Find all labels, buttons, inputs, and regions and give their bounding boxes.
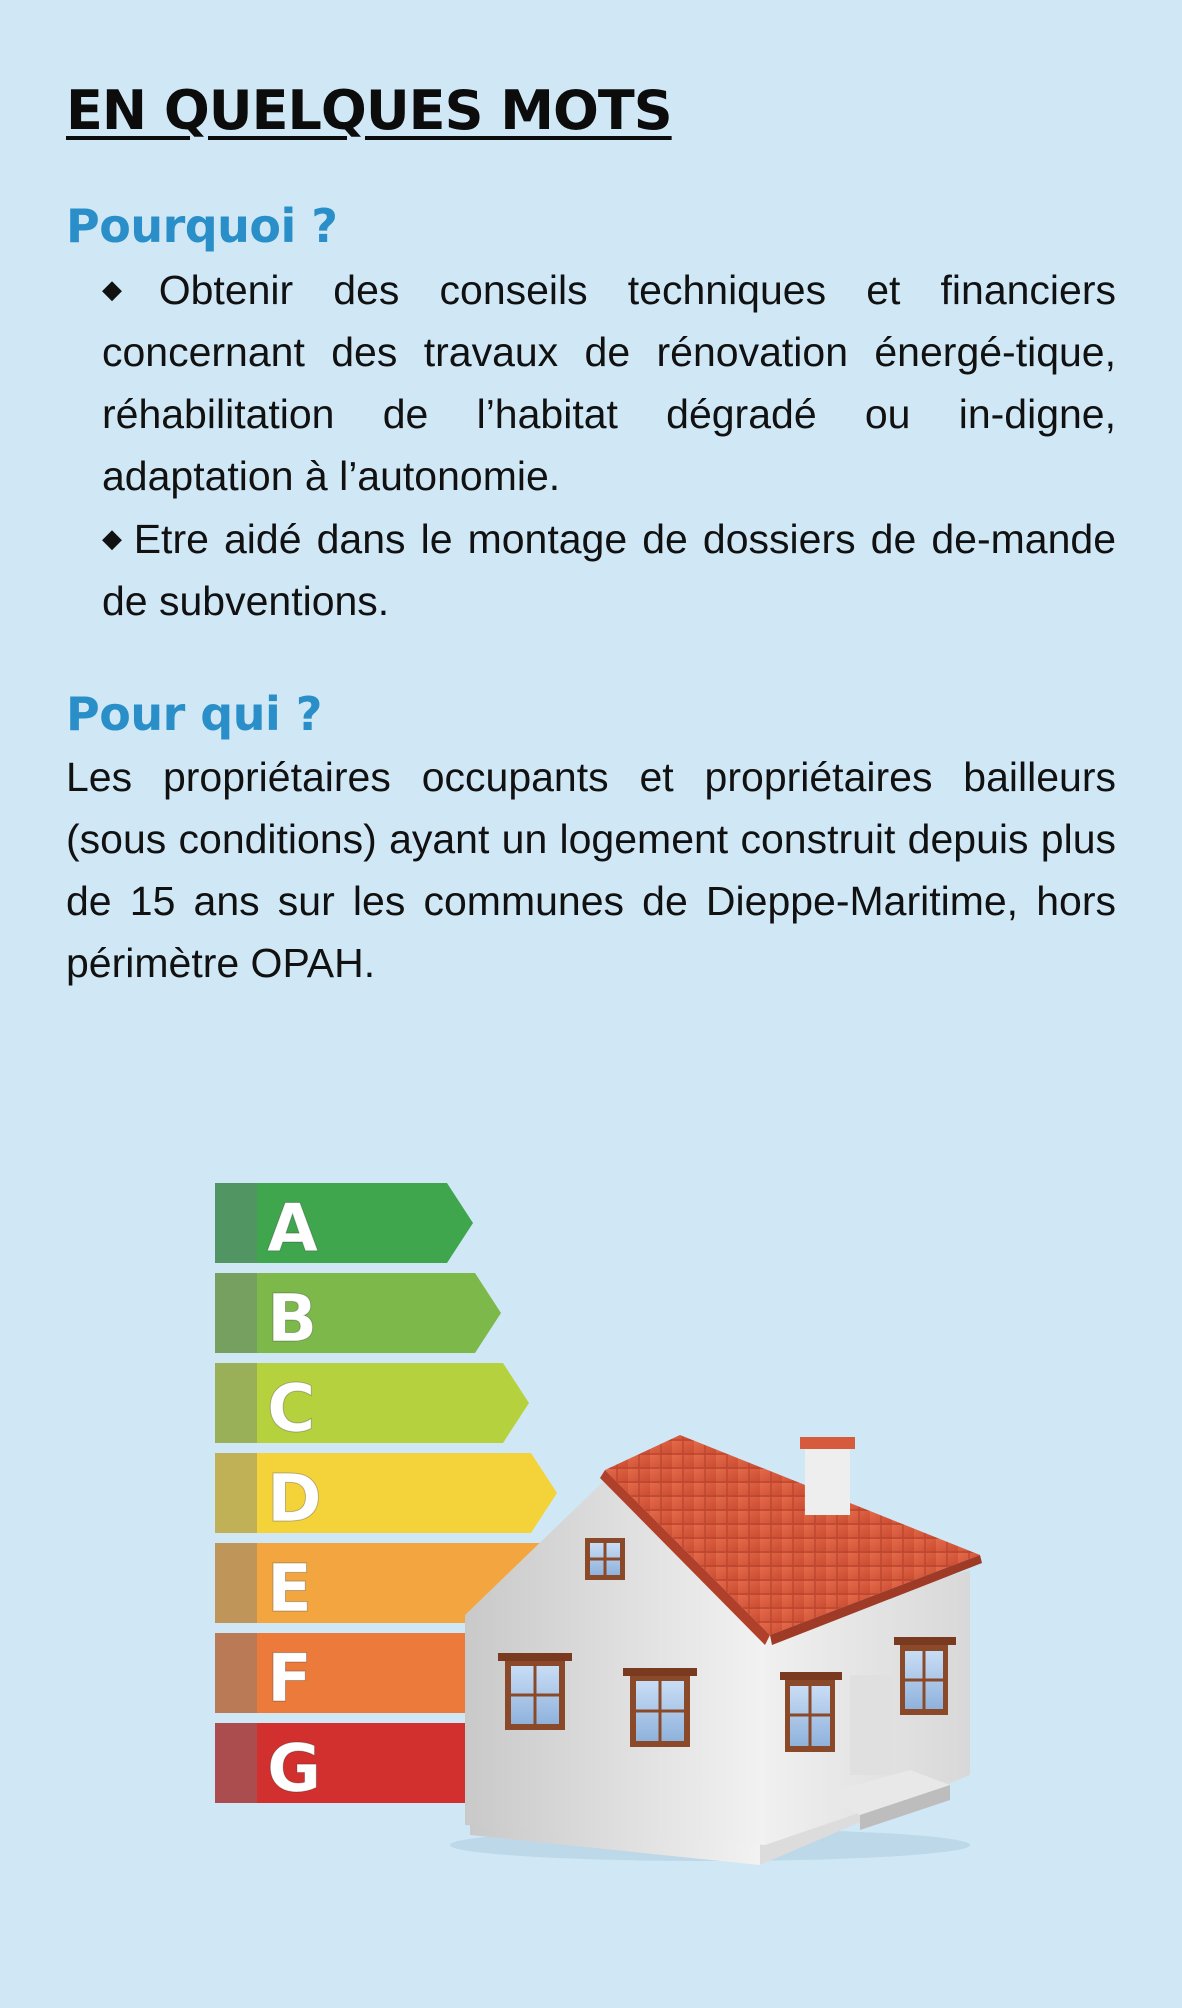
- energy-letter: G: [267, 1730, 322, 1807]
- pourquoi-list: [102, 258, 1116, 632]
- window-icon: [894, 1637, 956, 1715]
- window-icon: [498, 1653, 572, 1730]
- energy-letter: D: [267, 1460, 322, 1537]
- diamond-bullet-icon: ◆: [102, 274, 151, 304]
- energy-house-svg: [210, 1175, 1000, 1875]
- energy-bar-b: [215, 1273, 501, 1357]
- list-item: [102, 507, 1116, 632]
- window-icon: [623, 1668, 697, 1747]
- energy-letter: A: [267, 1190, 319, 1267]
- energy-letter: E: [267, 1550, 313, 1627]
- section-title-pourquoi: Pourquoi ?: [66, 199, 338, 253]
- list-item-text: Etre aidé dans le montage de dossiers de de-mande de subventions.: [102, 516, 1116, 624]
- pour-qui-text: Les propriétaires occupants et propriétaires bailleurs (sous conditions) ayant un logement construit depuis plus de 15 ans sur les communes de Dieppe-Maritime, hors périmètre OPAH.: [66, 754, 1116, 986]
- energy-letter: B: [267, 1280, 318, 1357]
- section-title-pour-qui: Pour qui ?: [66, 687, 322, 741]
- energy-letter: F: [267, 1640, 313, 1717]
- list-item: [102, 258, 1116, 507]
- energy-letter: C: [267, 1370, 316, 1447]
- energy-bar-d: [215, 1453, 557, 1537]
- energy-house-illustration: [210, 1175, 1000, 1875]
- page-content: [66, 70, 1116, 994]
- window-icon: [780, 1672, 842, 1752]
- energy-bar-a: [215, 1183, 473, 1267]
- list-item-text: Obtenir des conseils techniques et financiers concernant des travaux de rénovation énergé-tique, réhabilitation de l’habitat dégradé ou in-digne, adaptation à l’autonomie.: [102, 267, 1116, 499]
- energy-bar-c: [215, 1363, 529, 1447]
- diamond-bullet-icon: ◆: [102, 523, 126, 553]
- page-title: EN QUELQUES MOTS: [66, 79, 672, 142]
